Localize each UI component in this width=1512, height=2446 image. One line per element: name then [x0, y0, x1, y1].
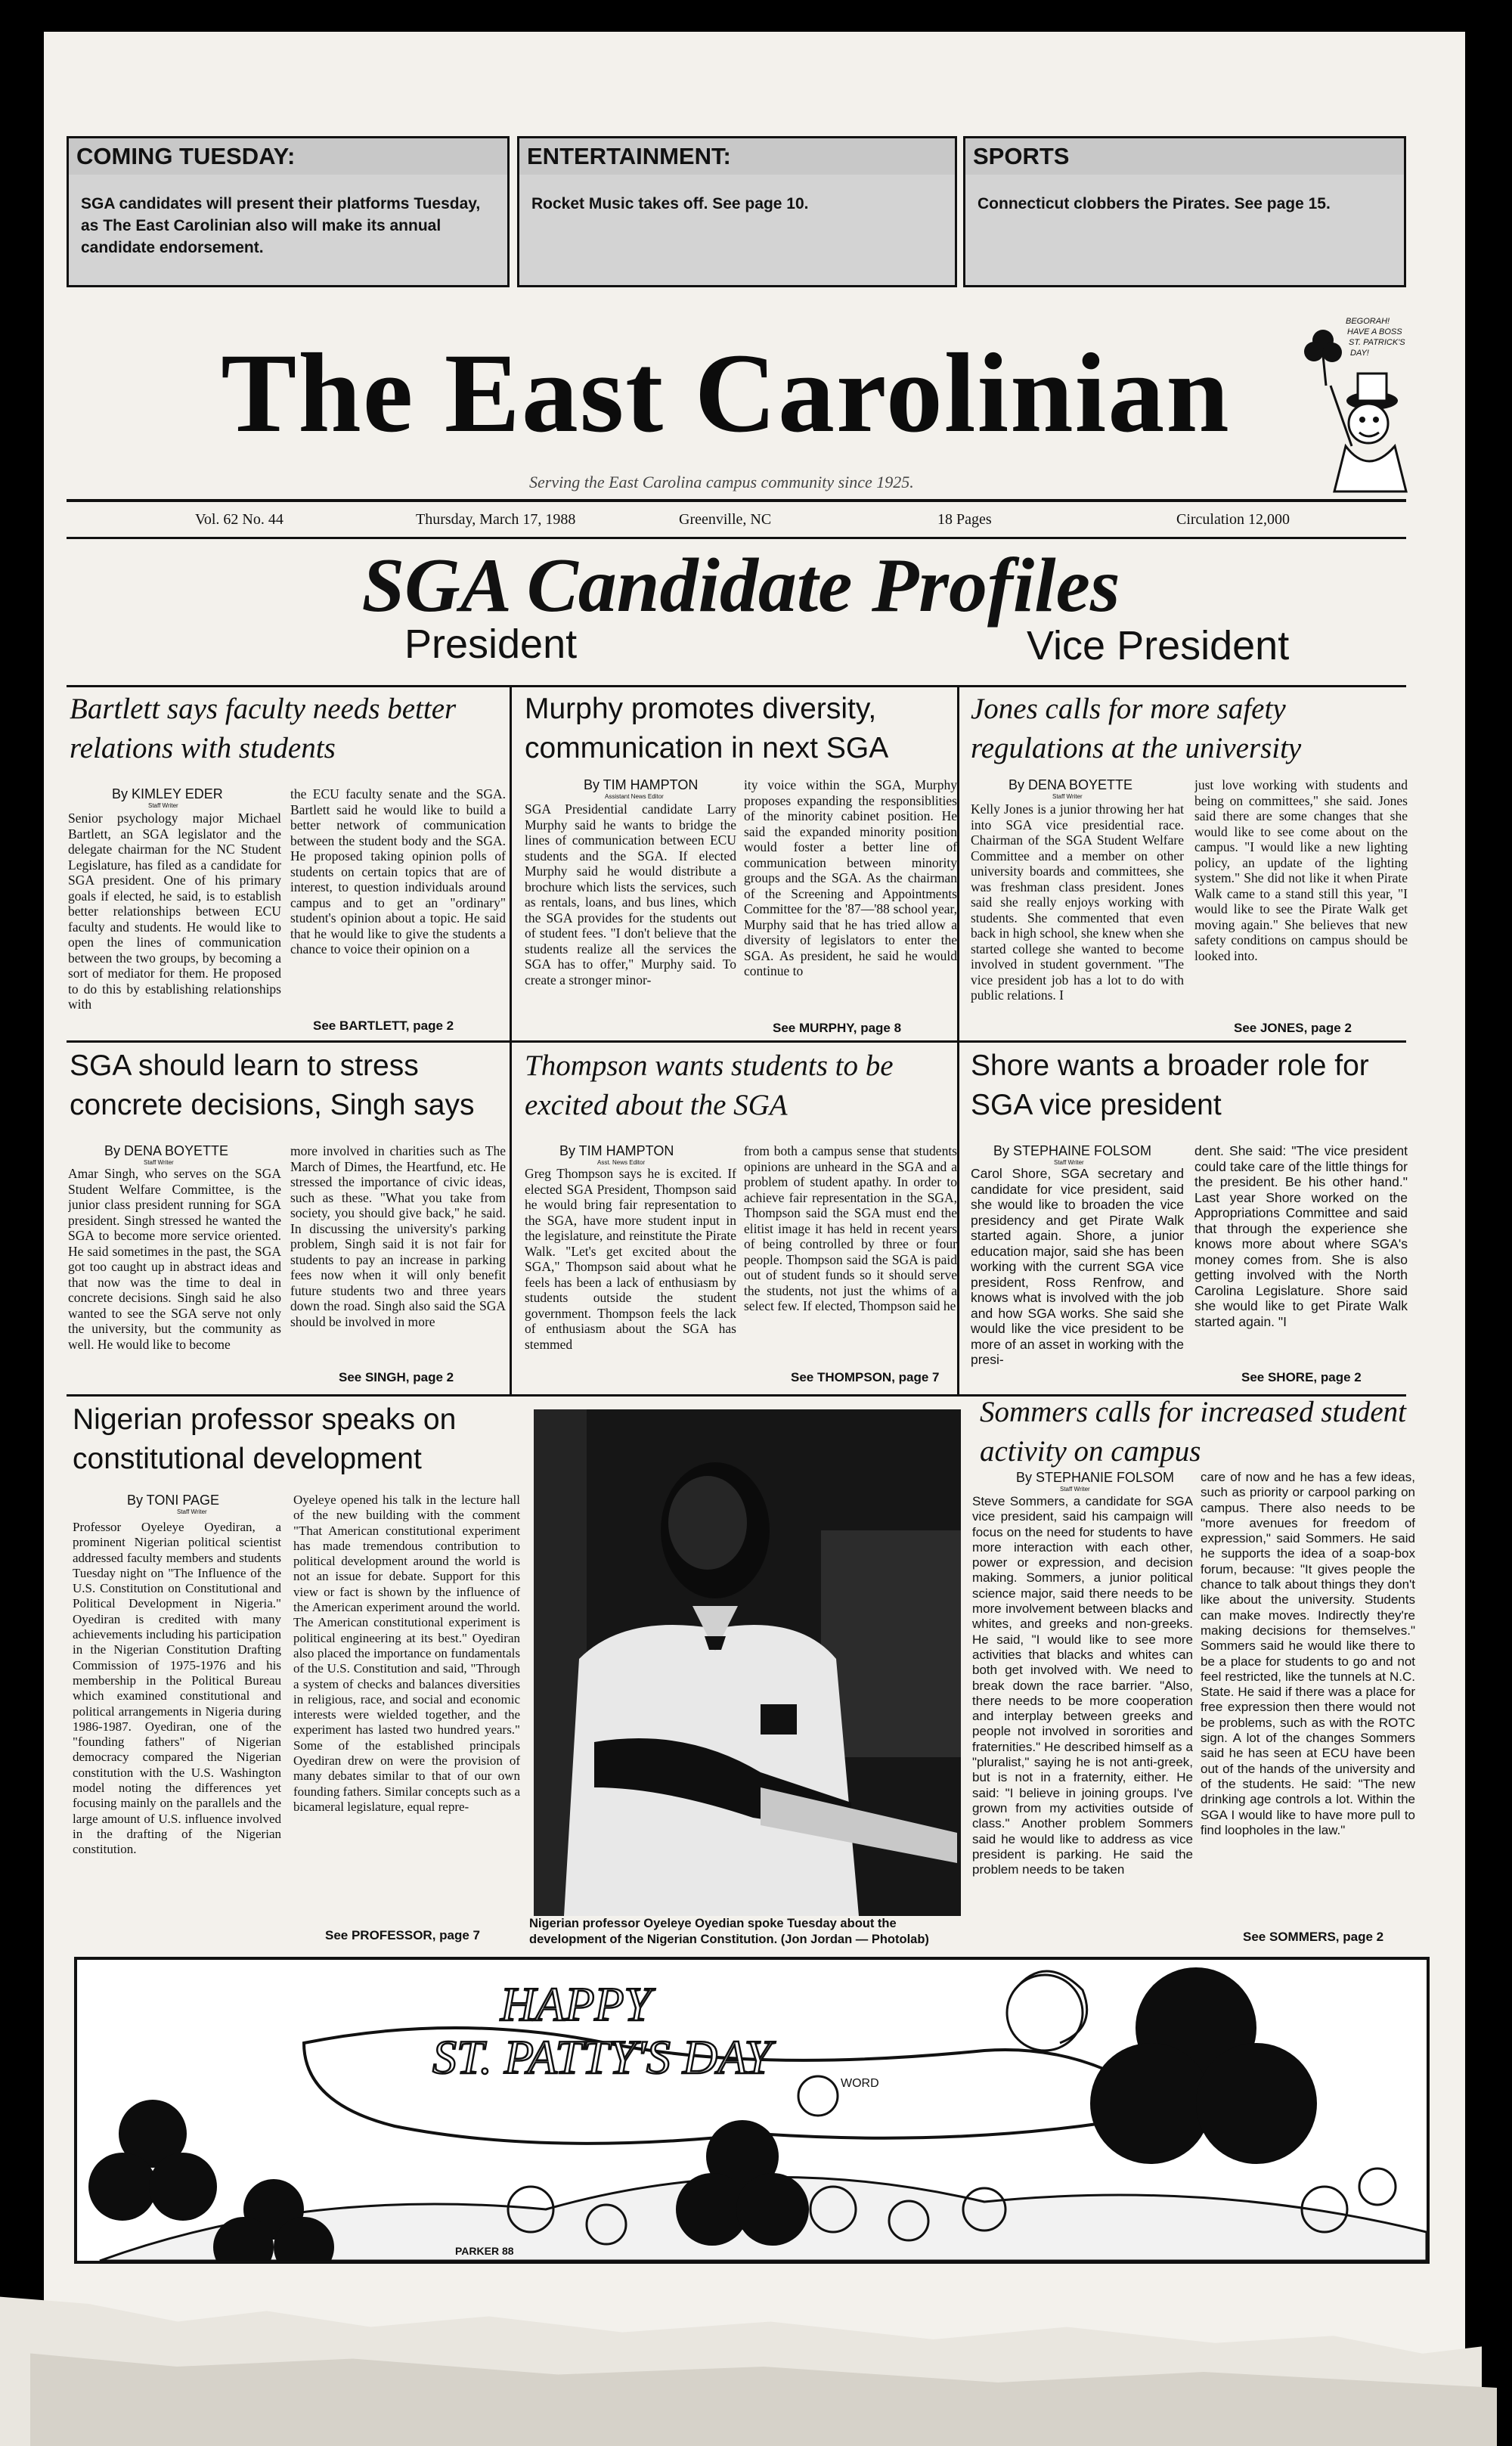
headline[interactable]: Nigerian professor speaks on constitutional development [73, 1403, 457, 1475]
body-column: dent. She said: "The vice president could take care of the little things for the president. Be his other hand." Last year Shore worked on the Appropriations Committee and said that through the experience she knows more about where SGA's money comes from. She is also getting involved with the North Carolina Legislature. Shore said she would like to get Pirate Walk started again. "I [1194, 1143, 1408, 1329]
jump-line[interactable]: See SOMMERS, page 2 [1243, 1930, 1384, 1944]
body-column: Amar Singh, who serves on the SGA Student Welfare Committee, is the junior class president running for SGA president. Singh stressed he wanted the SGA to become more service oriented. He said sometimes in the past, the SGA got too caught up in abstract ideas and that now was the time to deal in concrete decisions. Singh said he also wanted to see the SGA serve not only the university, but the community as well. He would like to become [68, 1166, 281, 1352]
teaser-text: Connecticut clobbers the Pirates. See page 15. [965, 175, 1404, 285]
teaser-text: SGA candidates will present their platforms Tuesday, as The East Carolinian also will make its annual candidate endorsement. [69, 175, 507, 285]
byline: By TIM HAMPTON [559, 1143, 674, 1158]
grid-rule [957, 685, 959, 1396]
body-column: the ECU faculty senate and the SGA. Bartlett said he would like to build a better network of communication between the student body and the SGA. He proposed taking opinion polls of students on certain topics that are of interest, to question individuals around campus and to get an "ordinary" student's opinion about a topic. He said that he would like to give the students a chance to voice their opinion on a [290, 786, 506, 956]
byline: By STEPHANIE FOLSOM [1016, 1470, 1175, 1485]
headline[interactable]: Murphy promotes diversity, communication in next SGA [525, 693, 889, 764]
grid-rule [67, 1040, 1406, 1043]
teaser-entertainment[interactable] [517, 136, 957, 287]
body-column: more involved in charities such as The March of Dimes, the Heartfund, etc. He stressed the importance of civic ideas, such as these. "What you take from society, you should give back," he said. In discussing the university's parking problem, Singh said it is not fair for students to pay an increase in parking fees now when it will only benefit future students two and three years down the road. Singh also said the SGA should be involved in more [290, 1143, 506, 1329]
body-column: SGA Presidential candidate Larry Murphy said he wants to bridge the lines of communication between ECU students and the SGA. If elected Murphy said he would distribute a brochure which lists the services, such as rentals, loans, and bus lines, which the SGA provides for the students out of student fees. "I don't believe that the students realize all the services the SGA has to offer," Murphy said. To create a stronger minor- [525, 801, 736, 987]
teaser-text: Rocket Music takes off. See page 10. [519, 175, 955, 285]
headline[interactable]: Jones calls for more safety regulations at the university [971, 693, 1302, 764]
cartoon-text-line: DAY! [1350, 349, 1369, 358]
body-column: from both a campus sense that students opinions are unheard in the SGA and a problem of student apathy. In order to achieve fair representation in the SGA, Thompson said the SGA must end the elitist image it has held in recent years of being controlled by three or four people. Thompson said the SGA is paid out of student funds so it should serve the students, not just the whims of a select few. If elected, Thompson said he [744, 1143, 957, 1313]
masthead-tagline: Serving the East Carolina campus community since 1925. [529, 473, 914, 491]
byline-role: Staff Writer [144, 1159, 174, 1166]
cartoon-text-line: ST. PATRICK'S [1349, 338, 1405, 347]
jump-line[interactable]: See MURPHY, page 8 [773, 1021, 902, 1035]
banner-president: President [404, 622, 578, 667]
byline-role: Asst. News Editor [597, 1159, 646, 1166]
jump-line[interactable]: See BARTLETT, page 2 [313, 1018, 454, 1033]
body-column: Professor Oyeleye Oyediran, a prominent Nigerian political scientist addressed faculty members and students Tuesday night on "The Influence of the U.S. Constitution on Constitutional and Political Development in Nigeria." Oyediran is credited with many achievements including his participation in the Nigerian Constitution Drafting Commission of 1975-1976 and his membership in the Political Bureau which examined constitutional and political arrangements in Nigeria during 1986-1987. Oyediran, one of the "founding fathers" of Nigerian democracy compared the Nigerian constitution with the U.S. Washington model noting the differences yet focusing mainly on the parallels and the large amount of U.S. influence involved in the drafting of the Nigerian constitution. [73, 1520, 281, 1857]
jump-line[interactable]: See THOMPSON, page 7 [791, 1370, 940, 1384]
byline: By KIMLEY EDER [112, 786, 223, 801]
leprechaun-cartoon [1293, 310, 1429, 507]
cartoon-text [1346, 317, 1408, 358]
teaser-sports[interactable] [963, 136, 1406, 287]
byline: By TONI PAGE [127, 1493, 220, 1508]
byline-role: Staff Writer [1052, 793, 1083, 800]
byline-role: Staff Writer [177, 1508, 207, 1515]
ad-signature: PARKER 88 [455, 2245, 514, 2257]
st-patricks-day-illustration [74, 1957, 1430, 2264]
teaser-title: SPORTS [965, 138, 1404, 176]
teaser-title: COMING TUESDAY: [69, 138, 507, 176]
byline: By STEPHAINE FOLSOM [993, 1143, 1152, 1158]
ad-st-pattys-day: ST. PATTY'S DAY [432, 2030, 772, 2084]
grid-rule [510, 685, 512, 1396]
headline[interactable]: Bartlett says faculty needs better relations with students [70, 693, 457, 764]
body-column: Kelly Jones is a junior throwing her hat into SGA vice presidential race. Chairman of the SGA Student Welfare Committee and a member on other university boards and committees, she was freshman class president. Jones said she really enjoys working with students. She commented that even back in high school, she knew when she started college she wanted to become involved in student government. "The vice president job has a lot to do with public relations. I [971, 801, 1184, 1003]
byline: By DENA BOYETTE [1009, 777, 1133, 792]
teaser-title: ENTERTAINMENT: [519, 138, 955, 176]
cartoon-text-line: HAVE A BOSS [1347, 327, 1402, 336]
body-column: ity voice within the SGA, Murphy proposes expanding the responsiblities of the minority cabinet position. He said the expanded minority position would foster a better line of communication between minority groups and the SGA. As the chairman of the Screening and Appointments Committee for the '87—'88 school year, Murphy said that he has tried allow a diversity of legislators to enter the SGA. As president, he said he would continue to [744, 777, 957, 978]
banner-vice-president: Vice President [1027, 623, 1290, 668]
dateline-rule [67, 537, 1406, 539]
byline: By TIM HAMPTON [584, 777, 699, 792]
professor-photo [534, 1409, 961, 1916]
headline[interactable]: SGA should learn to stress concrete decisions, Singh says [70, 1049, 475, 1121]
ad-happy: HAPPY [500, 1977, 652, 2031]
body-column: just love working with students and being on committees," she said. Jones said there are some changes that she would like to see come about on the campus. "I would like a new lighting policy, an update of the lighting system." She did not like it when Pirate Walk came to a stand still this year, "I would like to see the Pirate Walk get moving again." She believes that new safety conditions on campus should be looked into. [1194, 777, 1408, 963]
jump-line[interactable]: See PROFESSOR, page 7 [325, 1928, 481, 1942]
cartoon-text-line: BEGORAH! [1346, 317, 1390, 326]
jump-line[interactable]: See SINGH, page 2 [339, 1370, 454, 1384]
byline: By DENA BOYETTE [104, 1143, 229, 1158]
body-column: care of now and he has a few ideas, such as priority or carpool parking on campus. There also needs to be "more avenues for freedom of expression," said Sommers. He said he supports the idea of a soap-box forum, because: "It gives people the chance to talk about things they don't like about the university. Students can make moves. Indirectly they're making decisions for themselves." Sommers said he would like there to be a place for students to go and not feel restricted, like the tunnels at N.C. State. He said if there was a place for free expression then there would not be problems, such as with the ROTC sign. A lot of the changes Sommers said he has seen at ECU have been out of the hands of the university and of the students. He said: "The new drinking age controls a lot. Within the SGA I would like to have more pull to find loopholes in the law." [1201, 1470, 1415, 1837]
headline[interactable]: Sommers calls for increased student activity on campus [980, 1396, 1406, 1468]
byline-role: Staff Writer [1060, 1486, 1090, 1493]
dateline-circulation: Circulation 12,000 [1176, 511, 1290, 528]
banner-title: SGA Candidate Profiles [361, 543, 1120, 628]
teaser-coming-tuesday[interactable] [67, 136, 510, 287]
grid-rule [67, 685, 1406, 687]
dateline-place: Greenville, NC [679, 511, 772, 528]
body-column: Senior psychology major Michael Bartlett, an SGA legislator and the delegate chairman for the NC Student Legislature, has filed as a candidate for SGA president. One of his primary goals if elected, he said, is to establish better relationships between ECU faculty and students. He would like to open the lines of communication between the two groups, by becoming a sort of mediator for them. He proposed to do this by establishing relationships with [68, 811, 281, 1012]
byline-role: Assistant News Editor [605, 793, 664, 800]
illustration-graphic [77, 1960, 1427, 2261]
body-column: Steve Sommers, a candidate for SGA vice president, said his campaign will focus on the need for students to have more interaction with each other, power or expression, and decision making. Sommers, a junior political science major, said there needs to be more involvement between blacks and whites, and greeks and non-greeks. He said, "I would like to see more activities that blacks and whites can both get involved with. We need to break down the race barrier. "Also, there needs to be more cooperation and interplay between greeks and people not involved in sororities and fraternities." He described himself as a "pluralist," saying he is not anti-greek, but is not in a fraternity, either. He said: "I believe in joining groups. I've grown from my activities outside of class." Another problem Sommers said he would like to address as vice president is parking. He said the problem needs to be taken [972, 1494, 1193, 1877]
photo-caption: Nigerian professor Oyeleye Oyedian spoke Tuesday about the development of the Nigerian Constitution. (Jon Jordan — Photolab) [529, 1917, 929, 1946]
byline-role: Staff Writer [1054, 1159, 1084, 1166]
photo-graphic [534, 1409, 961, 1916]
body-column: Greg Thompson says he is excited. If elected SGA President, Thompson said he would bring fair representation to the SGA, have more student input in the legislature, and reinstitute the Pirate Walk. "Let's get excited about the SGA," Thompson said about what he feels has been a lack of enthusiasm by students outside the student government. Thompson feels the lack of enthusiasm about the SGA has stemmed [525, 1166, 736, 1352]
jump-line[interactable]: See JONES, page 2 [1234, 1021, 1352, 1035]
headline[interactable]: Thompson wants students to be excited about the SGA [525, 1049, 894, 1121]
masthead-rule [67, 499, 1406, 502]
dateline-volume: Vol. 62 No. 44 [195, 511, 284, 528]
dateline-date: Thursday, March 17, 1988 [416, 511, 576, 528]
dateline-pages: 18 Pages [937, 511, 992, 528]
byline-role: Staff Writer [148, 802, 178, 809]
ad-word: WORD [841, 2077, 879, 2090]
body-column: Oyeleye opened his talk in the lecture hall of the new building with the comment "That American constitutional experiment has made tremendous contribution to political development around the world is not an issue for debate. Support for this view or fact is shown by the influence of the American experiment around the world. The American constitutional experiment is political engineering at its best." Oyediran also placed the importance on fundamentals of the U.S. Constitution and said, "Through a system of checks and balances diversities in religious, race, and social and economic interests were wielded together, and the experiment has lasted two hundred years." Some of the established principals Oyediran drew on were the provision of many debates similar to that of our own founding fathers. Similar concepts such as a bicameral legislature, equal repre- [293, 1493, 520, 1814]
jump-line[interactable]: See SHORE, page 2 [1241, 1370, 1362, 1384]
masthead-title: The East Carolinian [221, 330, 1231, 456]
body-column: Carol Shore, SGA secretary and candidate for vice president, said she would like to broaden the vice presidency and get Pirate Walk started again. Shore, a junior education major, said she has been working with the current SGA vice president, Ross Renfrow, and knows what is involved with the job and how SGA works. She said she would like the vice president to be more of an asset in working with the presi- [971, 1166, 1184, 1367]
headline[interactable]: Shore wants a broader role for SGA vice president [971, 1049, 1369, 1121]
